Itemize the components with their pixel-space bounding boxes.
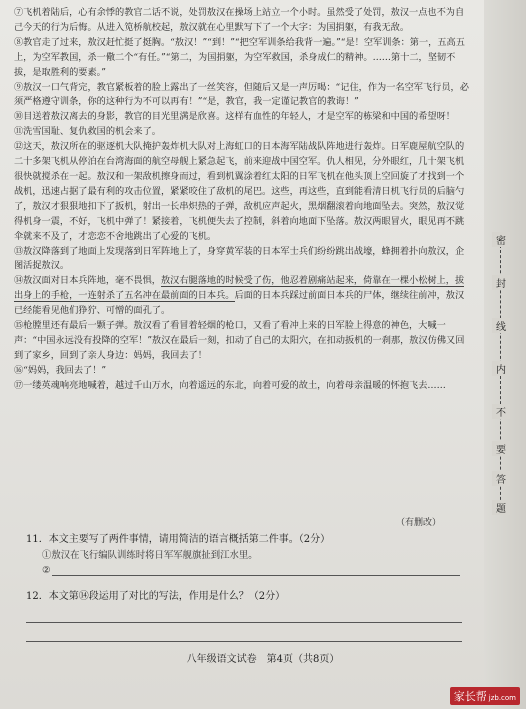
seal-char-1: 密 — [492, 232, 510, 247]
paragraph-9: ⑨敖汉一口气背完，教官紧板着的脸上露出了一丝笑容，但随后又是一声厉喝：“记住，作为一名空军飞行员，必须严格遵守训条，你的这种行为不可以再有！”“是，教官，我一定谨记教官的教诲！” — [14, 81, 469, 108]
edit-note: （有删改） — [396, 518, 442, 528]
paragraph-16: ⑯“妈妈，我回去了！” — [14, 364, 107, 376]
seal-char-7: 答 — [492, 471, 510, 486]
questions — [26, 531, 476, 605]
watermark-logo — [450, 687, 520, 705]
answer-line-12b[interactable] — [26, 641, 462, 642]
answer-11-1[interactable]: ①敖汉在飞行编队训练时将日军军舰旗扯到江水里。 — [42, 550, 258, 561]
reading-passage — [14, 6, 472, 394]
paragraph-14-underlined: 敖汉右腿落地的时候受了伤，他忍着剧痛站起来，倚靠在一棵小松树上，拔出身上的手枪，一连射杀了五名冲在最前面的日本兵。 — [14, 275, 465, 302]
paragraph-14-pre: ⑭敖汉面对日本兵阵地，毫不畏惧， — [14, 275, 161, 287]
seal-char-6: 要 — [492, 441, 510, 456]
paragraph-17: ⑰一缕英魂响亮地喊着，越过千山万水，向着遥远的东北，向着可爱的故土，向着母亲温暖的怀抱飞去…… — [14, 379, 446, 391]
seal-char-8: 题 — [492, 500, 510, 515]
page-footer: 八年级语文试卷 第4页（共8页） — [186, 654, 340, 665]
question-12: 12．本文第⑭段运用了对比的写法，作用是什么？（2分） — [26, 591, 286, 602]
answer-line-12a[interactable] — [26, 622, 462, 623]
seal-char-3: 线 — [492, 318, 510, 333]
paragraph-10: ⑩目送着敖汉离去的身影，教官的目光里满是欣喜。这样有血性的年轻人，才是空军的栋梁和中国的希望呀！ — [14, 111, 455, 123]
answer-line-11[interactable] — [52, 575, 460, 576]
paragraph-7: ⑦飞机着陆后，心有余悸的教官二话不说，处罚敖汉在操场上站立一个小时。虽然受了处罚，敖汉一点也不为自己今天的行为后悔。从进入笕桥航校起，敖汉就在心里默写下了一个大字：为国捐躯，有我无敌。 — [14, 7, 465, 33]
paragraph-11: ⑪洗雪国耻、复仇救国的机会来了。 — [14, 126, 161, 138]
paragraph-13: ⑬敖汉降落到了地面上发现落到日军阵地上了，身穿黄军装的日本军士兵们纷纷跳出战壕，蜂拥着扑向敖汉，企图活捉敖汉。 — [14, 245, 465, 272]
seal-char-5: 不 — [492, 404, 510, 419]
question-11: 11．本文主要写了两件事情，请用简洁的语言概括第二件事。（2分） — [26, 534, 331, 545]
watermark-domain: jzb.com — [488, 694, 516, 702]
seal-char-2: 封 — [492, 275, 510, 290]
watermark-text: 家长帮 — [453, 690, 487, 703]
paragraph-14 — [14, 274, 472, 319]
paragraph-8: ⑧教官走了过来，敖汉赶忙挺了挺胸。“敖汉！”“到！”“把空军训条给我背一遍。”“是！空军训条：第一，五高五上，为空军教国，杀一儆二个“有任。”“第二，为国捐躯，为空军救国，杀身成仁的精神。……第十二，坚韧不拔，是取胜利的要素。” — [14, 36, 465, 78]
paragraph-12: ⑫这天，敖汉所在的驱逐机大队掩护轰炸机大队对上海虹口的日本海军陆战队阵地进行轰炸。日军鹿屋航空队的二十多架飞机从停泊在台湾海面的航空母舰上紧急起飞，前来迎战中国空军。仇人相见，分外眼红，几十架飞机很快就搅杀在一起。敖汉和一架敌机擦身而过，看到机翼涂着红太阳的日军飞机在他头顶上空回旋了才找到一个战机，迅速占据了最有利的攻击位置，紧紧咬住了敌机的尾巴。这些，再这些，直到能看清日机飞行员的后脑勺了，敖汉才狠狠地扣下了扳机，射出一长串炽热的子弹，敌机应声起火，黑烟翻滚着向地面坠去。突然，敖汉觉得机身一震，不好，飞机中弹了！紧接着，飞机便失去了控制，斜着向地面下坠落。敖汉两眼冒火，眼见再不跳伞就来不及了，才恋恋不舍地跳出了心爱的飞机。 — [14, 141, 465, 242]
answer-11-2[interactable]: ② — [42, 565, 51, 576]
paragraph-15: ⑮枪膛里还有最后一颗子弹。敖汉看了看冒着轻烟的枪口，又看了看冲上来的日军脸上得意的神色，大喊一声：“中国永远没有投降的空军！”敖汉在最后一刻，扣动了自己的太阳穴，在扣动扳机的一刹那，敖汉仿佛又回到了家乡，回到了亲人身边：妈妈，我回去了！ — [14, 320, 465, 361]
paragraph-14-post: 后面的日本兵踩过前面日本兵的尸体，继续往前冲，敖汉已经能看见他们狰狞、可憎的面孔了。 — [14, 290, 465, 317]
binding-strip — [484, 0, 526, 709]
seal-char-4: 内 — [492, 361, 510, 376]
